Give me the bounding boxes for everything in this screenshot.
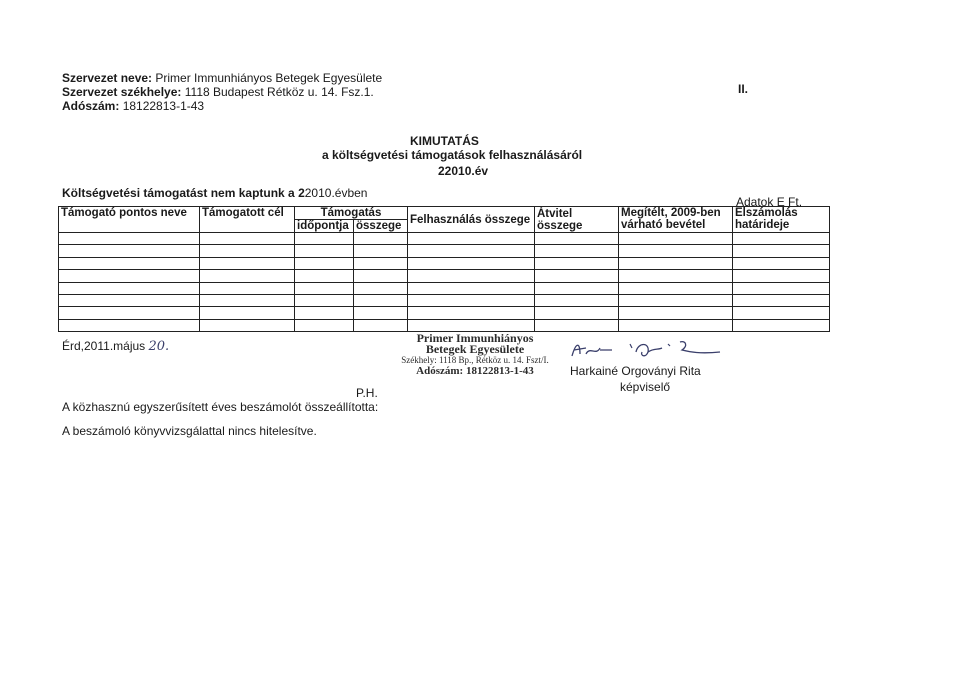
org-seat-line — [62, 85, 374, 100]
col-approved-line1: Megítélt, 2009-ben — [621, 207, 721, 219]
signature-scribble — [570, 338, 730, 362]
col-transfer-header: Átvitel összege — [535, 207, 619, 233]
table-intro — [62, 186, 367, 200]
compiled-note: A közhasznú egyszerűsített éves beszámolót összeállította: — [62, 400, 379, 414]
col-sponsor-header: Támogató pontos neve — [59, 207, 200, 233]
col-approved-header — [619, 207, 733, 233]
col-settlement-line1: Elszámolás — [735, 207, 798, 219]
stamp-line-1: Primer Immunhiányos — [416, 331, 534, 345]
col-usage-header: Felhasználás összege — [408, 207, 535, 233]
col-goal-header: Támogatott cél — [200, 207, 295, 233]
table-row — [59, 319, 830, 331]
table-row — [59, 282, 830, 294]
handwritten-day: 20. — [148, 339, 170, 354]
table-intro-bold: Költségvetési támogatást nem kaptunk a 2 — [62, 186, 305, 200]
stamp-line-2: Betegek Egyesülete — [425, 342, 525, 356]
org-tax-label: Adószám: — [62, 99, 120, 113]
report-year: 22010.év — [438, 164, 489, 178]
table-row — [59, 233, 830, 245]
place-date — [62, 339, 169, 354]
stamp-line-4: Adószám: 18122813-1-43 — [416, 365, 534, 377]
col-approved-line2: várható bevétel — [621, 219, 706, 231]
representative-name: Harkainé Orgoványi Rita — [570, 364, 701, 378]
org-seat-label: Szervezet székhelye: — [62, 85, 182, 99]
audit-note: A beszámoló könyvvizsgálattal nincs hitelesítve. — [62, 424, 317, 438]
org-tax-line — [62, 99, 204, 114]
org-seat-value: 1118 Budapest Rétköz u. 14. Fsz.1. — [184, 85, 374, 99]
stamp-line-3: Székhely: 1118 Bp., Rétköz u. 14. Fszt/I. — [401, 355, 549, 365]
table-row — [59, 270, 830, 282]
report-title: KIMUTATÁS — [410, 134, 479, 148]
table-intro-normal: 2010.évben — [304, 186, 368, 200]
unit-label: Adatok E Ft. — [736, 195, 803, 209]
col-settlement-header — [733, 207, 830, 233]
col-settlement-line2: határideje — [735, 219, 790, 231]
org-name-value: Primer Immunhiányos Betegek Egyesülete — [155, 71, 383, 85]
org-tax-value: 18122813-1-43 — [122, 99, 205, 113]
appendix-number: II. — [738, 82, 749, 96]
table-row — [59, 307, 830, 319]
org-name-label: Szervezet neve: — [62, 71, 153, 85]
organization-stamp — [400, 333, 550, 377]
place-date-text: Érd,2011.május — [62, 339, 146, 353]
col-grant-date-header: időpontja — [295, 220, 354, 233]
grants-table — [58, 206, 830, 332]
col-grant-amount-header: összege — [354, 220, 408, 233]
col-grant-header: Támogatás — [295, 207, 408, 220]
table-row — [59, 257, 830, 269]
table-row — [59, 294, 830, 306]
table-row — [59, 245, 830, 257]
representative-role: képviselő — [620, 380, 671, 394]
ph-mark: P.H. — [356, 386, 378, 400]
org-name-line — [62, 71, 382, 86]
signature — [570, 338, 730, 367]
report-subtitle: a költségvetési támogatások felhasználásáról — [322, 148, 583, 162]
